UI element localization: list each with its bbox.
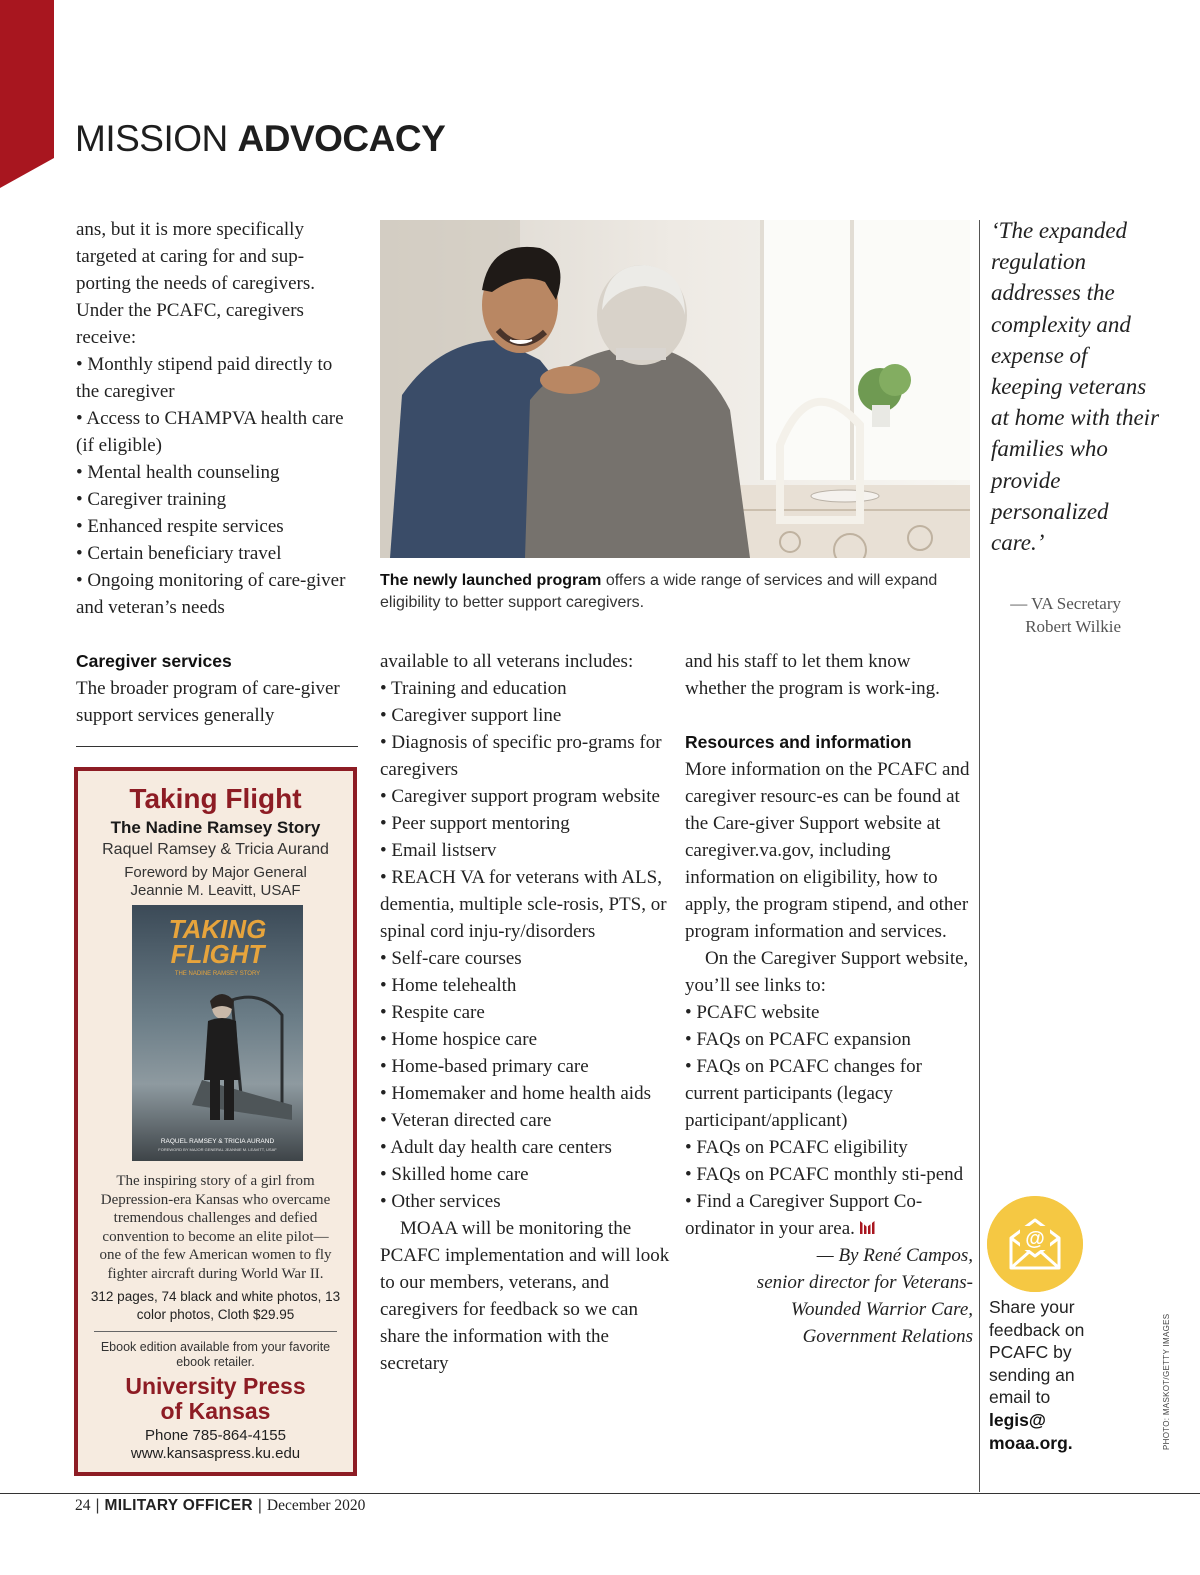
- book-advertisement: [74, 767, 357, 1476]
- links-intro-paragraph: On the Caregiver Support website, you’ll see links to:: [685, 948, 969, 996]
- page-number: 24: [75, 1497, 91, 1514]
- feedback-email-domain[interactable]: moaa.org.: [989, 1432, 1073, 1453]
- column-2-text: [380, 648, 670, 1377]
- byline: Wounded Warrior Care,: [790, 1299, 973, 1320]
- section-title: [75, 118, 445, 160]
- list-item: • Training and education: [380, 678, 567, 699]
- ad-specs: 312 pages, 74 black and white photos, 13 color photos, Cloth $29.95: [90, 1289, 341, 1322]
- mail-icon: [987, 1196, 1083, 1292]
- list-item: • Access to CHAMPVA health care (if eligible): [76, 408, 344, 456]
- ad-contact: [78, 1427, 353, 1463]
- page-footer: 24 | MILITARY OFFICER | December 2020: [75, 1497, 366, 1514]
- section-title-bold: ADVOCACY: [237, 118, 446, 159]
- cover-title-2: FLIGHT: [170, 939, 265, 969]
- column-3-lead: and his staff to let them know whether the program is work-ing.: [685, 651, 940, 699]
- issue-date: December 2020: [266, 1497, 366, 1514]
- ad-publisher-line-1: University Press: [125, 1373, 306, 1399]
- at-symbol: @: [1025, 1228, 1045, 1250]
- ad-divider: [94, 1331, 337, 1332]
- byline: senior director for Veterans-: [756, 1272, 973, 1293]
- list-item: • Homemaker and home health aids: [380, 1083, 651, 1104]
- sidebar-divider-rule: [979, 220, 980, 1492]
- list-item: • Certain beneficiary travel: [76, 543, 282, 564]
- list-item: • Skilled home care: [380, 1164, 529, 1185]
- list-item: • FAQs on PCAFC expansion: [685, 1029, 911, 1050]
- list-item: • Home telehealth: [380, 975, 517, 996]
- caregiver-services-block: [76, 648, 358, 729]
- feedback-email-link[interactable]: legis@: [989, 1409, 1046, 1430]
- section-title-light: MISSION: [75, 118, 228, 159]
- list-item: • Peer support mentoring: [380, 813, 570, 834]
- caregiver-services-heading: Caregiver services: [76, 651, 232, 671]
- list-item: • Email listserv: [380, 840, 497, 861]
- column-2-lead: available to all veterans includes:: [380, 651, 634, 672]
- byline: — By René Campos,: [816, 1245, 973, 1266]
- list-item: • Enhanced respite services: [76, 516, 284, 537]
- ad-phone: Phone 785-864-4155: [145, 1427, 286, 1444]
- list-item: • Diagnosis of specific pro-grams for caregivers: [380, 732, 662, 780]
- list-item: [685, 1188, 973, 1242]
- cover-title-1: TAKING: [168, 914, 267, 944]
- cover-authors: RAQUEL RAMSEY & TRICIA AURAND: [160, 1138, 275, 1145]
- ad-book-title: Taking Flight: [129, 783, 302, 814]
- list-item: • Mental health counseling: [76, 462, 280, 483]
- ad-publisher: [78, 1374, 353, 1424]
- list-item: • PCAFC website: [685, 1002, 820, 1023]
- cover-subtitle: THE NADINE RAMSEY STORY: [174, 971, 261, 977]
- book-cover: [132, 905, 303, 1161]
- resources-heading: Resources and information: [685, 732, 912, 752]
- section-color-tab: [0, 0, 54, 188]
- resources-paragraph: More information on the PCAFC and caregiver resourc-es can be found at the Care-giver Support website at caregiver.va.gov, including information on eligibility, how to apply, the program stipend, and other program information and services.: [685, 759, 970, 942]
- list-item: • Caregiver support program website: [380, 786, 660, 807]
- moaa-end-mark-icon: [859, 1220, 875, 1236]
- byline: Government Relations: [802, 1326, 973, 1347]
- list-item: • FAQs on PCAFC changes for current participants (legacy participant/applicant): [685, 1056, 922, 1131]
- caption-text: offers a wide range of services and will expand eligibility to better support caregivers.: [380, 572, 938, 611]
- ad-book-subtitle: The Nadine Ramsey Story: [110, 818, 321, 837]
- photo-caption: [380, 570, 970, 614]
- list-item: • FAQs on PCAFC eligibility: [685, 1137, 908, 1158]
- list-item: • Respite care: [380, 1002, 485, 1023]
- feedback-note: [989, 1296, 1109, 1454]
- caregiver-services-paragraph: The broader program of care-giver support services generally: [76, 678, 340, 726]
- caption-bold: The newly launched program: [380, 572, 602, 589]
- ad-ebook-note: Ebook edition available from your favorite ebook retailer.: [100, 1340, 331, 1369]
- caregiver-photo: [380, 220, 970, 558]
- list-item: • FAQs on PCAFC monthly sti-pend: [685, 1164, 964, 1185]
- list-item: • Other services: [380, 1191, 501, 1212]
- magazine-name: MILITARY OFFICER: [104, 1497, 253, 1514]
- footer-rule: [0, 1493, 1200, 1494]
- list-item: • Home hospice care: [380, 1029, 538, 1050]
- ad-publisher-line-2: of Kansas: [160, 1398, 271, 1424]
- list-item: • Adult day health care centers: [380, 1137, 612, 1158]
- list-item: • REACH VA for veterans with ALS, dementia, multiple scle-rosis, PTS, or spinal cord inju-ry/disorders: [380, 867, 667, 942]
- list-item: • Ongoing monitoring of care-giver and veteran’s needs: [76, 570, 346, 618]
- ad-foreword: Foreword by Major General Jeannie M. Leavitt, USAF: [124, 864, 307, 899]
- list-item: • Caregiver training: [76, 489, 227, 510]
- column-divider-rule: [76, 746, 358, 747]
- list-item: • Home-based primary care: [380, 1056, 589, 1077]
- ad-description: The inspiring story of a girl from Depression-era Kansas who overcame tremendous challenges and defied convention to become an elite pilot—one of the few American women to fly fighter aircraft during World War II.: [99, 1173, 332, 1282]
- list-item: • Monthly stipend paid directly to the caregiver: [76, 354, 333, 402]
- list-item: • Veteran directed care: [380, 1110, 552, 1131]
- photo-credit: PHOTO: MASKOT/GETTY IMAGES: [1162, 1313, 1171, 1450]
- column-3-text: [685, 648, 973, 1350]
- cover-foreword: FOREWORD BY MAJOR GENERAL JEANNIE M. LEAVITT, USAF: [158, 1147, 277, 1152]
- ad-authors: Raquel Ramsey & Tricia Aurand: [102, 841, 329, 858]
- intro-paragraph: ans, but it is more specifically targeted at caring for and sup-porting the needs of caregivers. Under the PCAFC, caregivers receive:: [76, 219, 315, 348]
- pull-quote-attribution: — VA Secretary Robert Wilkie: [1010, 594, 1121, 636]
- ad-website-link[interactable]: www.kansaspress.ku.edu: [130, 1445, 301, 1462]
- list-item: • Caregiver support line: [380, 705, 562, 726]
- list-item-text: • Find a Caregiver Support Co-ordinator in your area.: [685, 1191, 923, 1239]
- column-1-text: [76, 216, 358, 621]
- moaa-monitoring-paragraph: MOAA will be monitoring the PCAFC implementation and will look to our members, veterans, and caregivers for feedback so we can share the information with the secretary: [380, 1218, 670, 1374]
- list-item: • Self-care courses: [380, 948, 522, 969]
- pull-quote: ‘The expanded regulation addresses the complexity and expense of keeping veterans at home with their families who provide personalized care.’: [991, 218, 1160, 556]
- feedback-text: Share your feedback on PCAFC by sending an email to: [989, 1297, 1085, 1408]
